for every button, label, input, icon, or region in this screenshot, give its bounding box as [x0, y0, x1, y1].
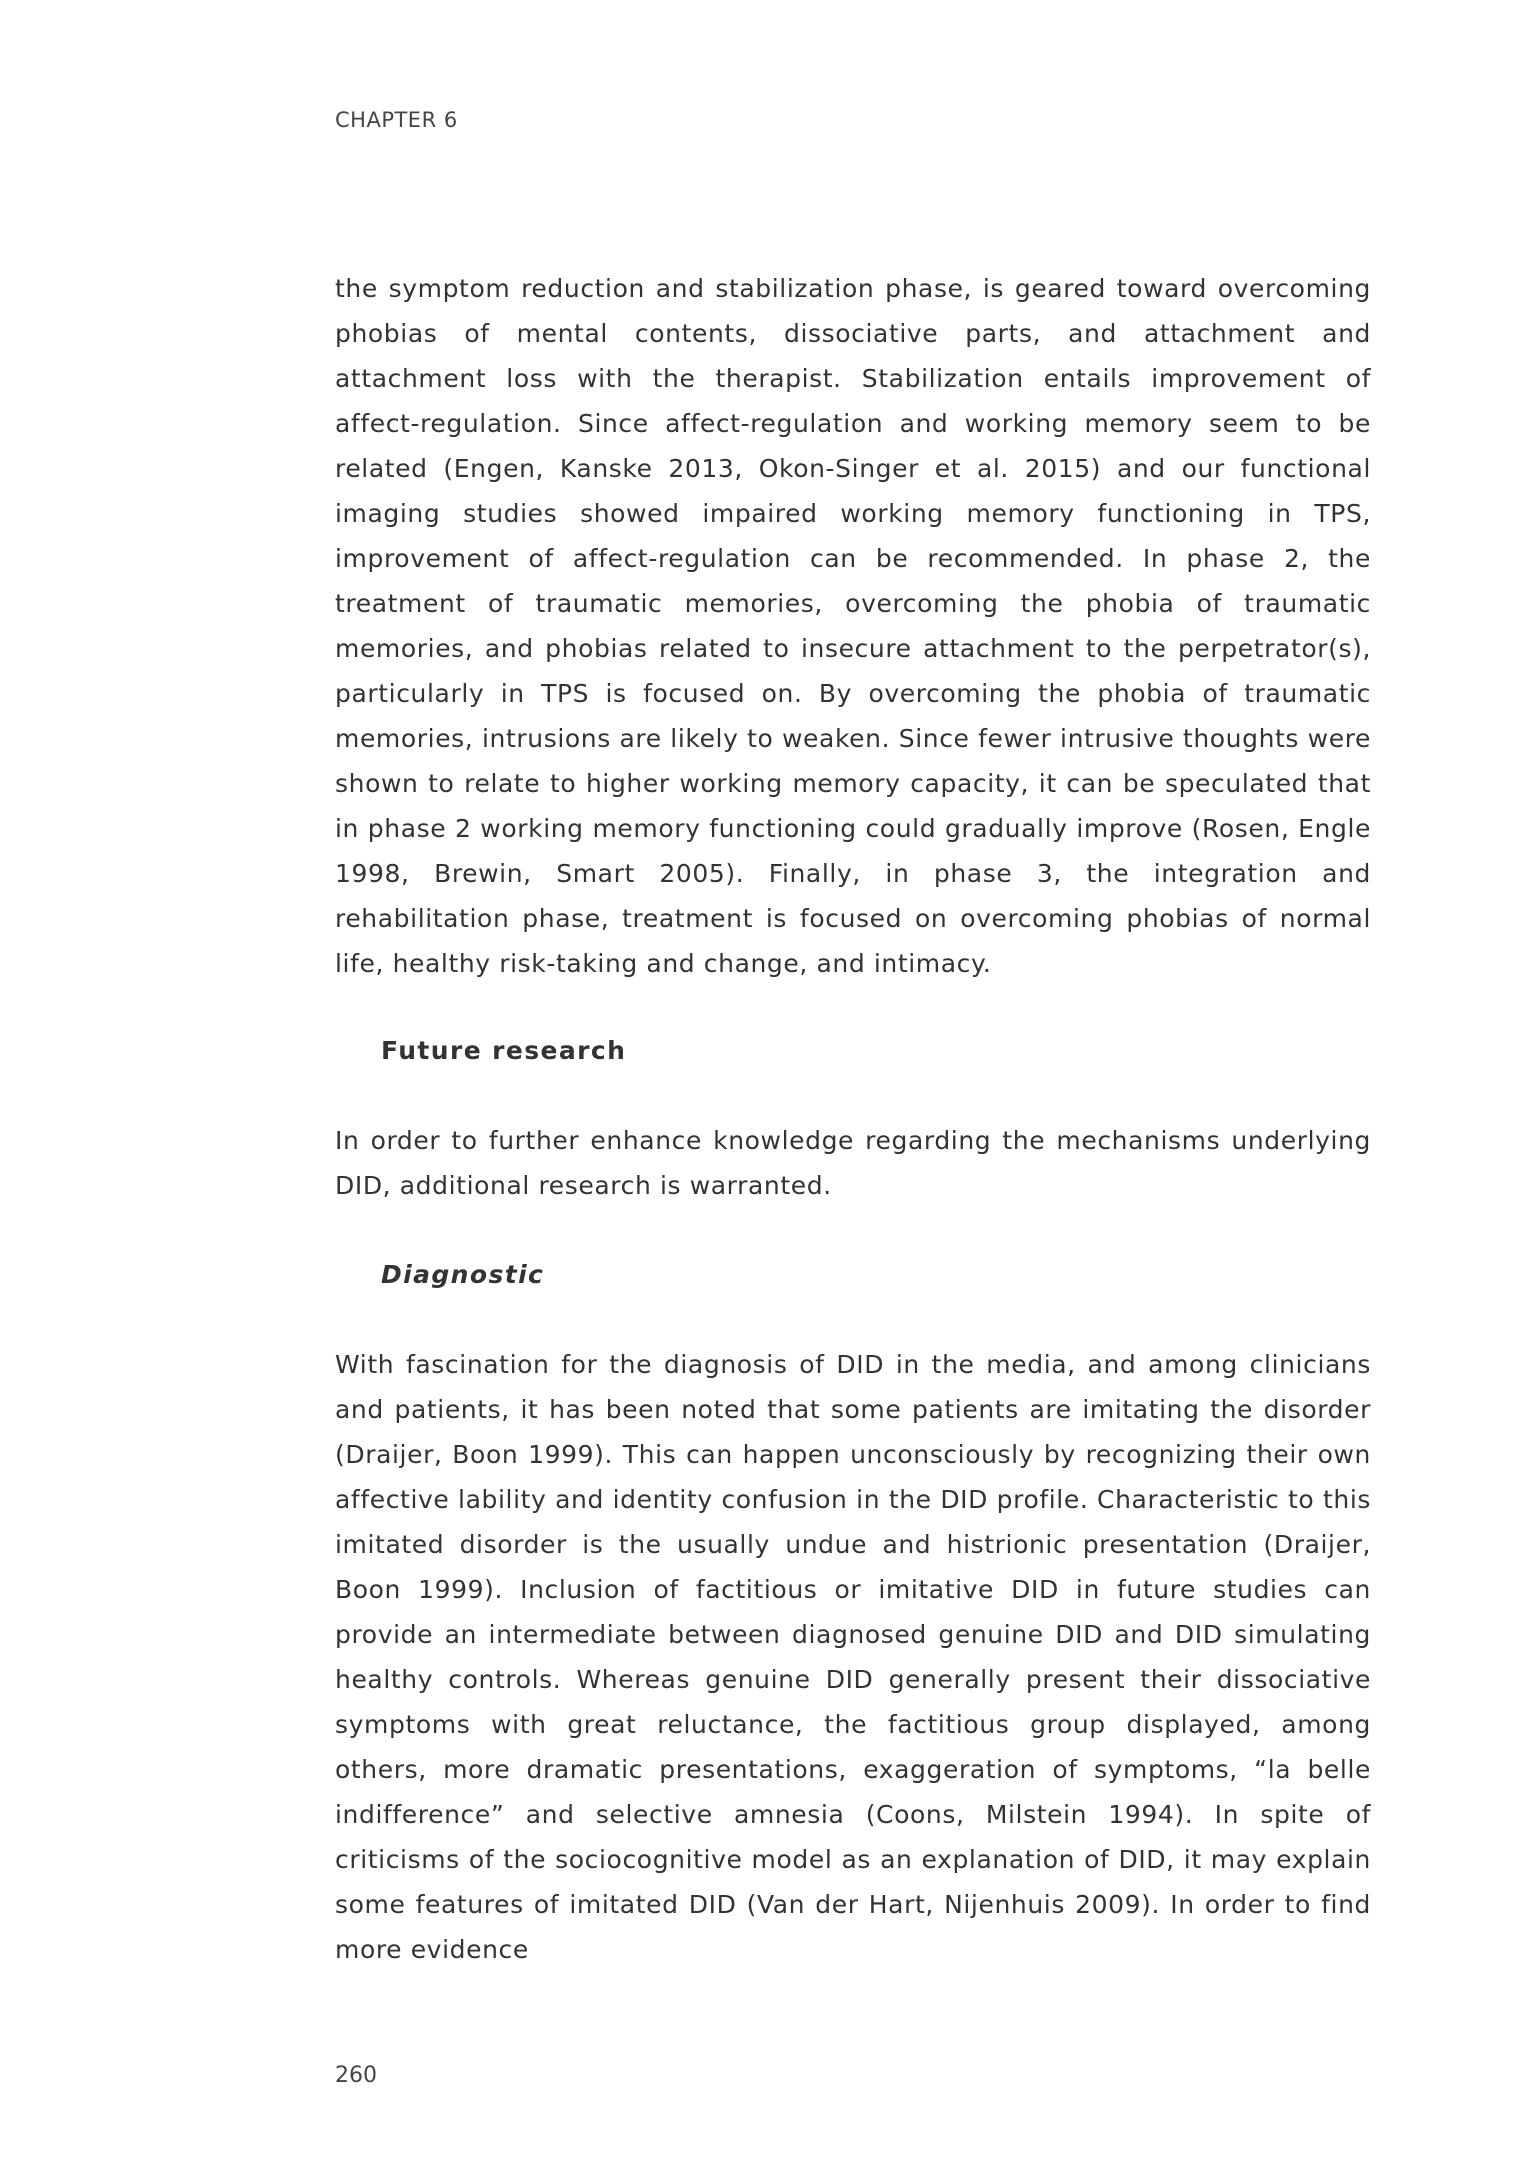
- body-paragraph-treatment-phases: the symptom reduction and stabilization phase, is geared toward overcoming phobias of mental contents, dissociative parts, and attachment and attachment loss with the therapist. Stabilization entails improvement of affect-regulation. Since affect-regulation and working memory seem to be related (Engen, Kanske 2013, Okon-Singer et al. 2015) and our functional imaging studies showed impaired working memory functioning in TPS, improvement of affect-regulation can be recommended. In phase 2, the treatment of traumatic memories, overcoming the phobia of traumatic memories, and phobias related to insecure attachment to the perpetrator(s), particularly in TPS is focused on. By overcoming the phobia of traumatic memories, intrusions are likely to weaken. Since fewer intrusive thoughts were shown to relate to higher working memory capacity, it can be speculated that in phase 2 working memory functioning could gradually improve (Rosen, Engle 1998, Brewin, Smart 2005). Finally, in phase 3, the integration and rehabilitation phase, treatment is focused on overcoming phobias of normal life, healthy risk-taking and change, and intimacy.: [335, 274, 1371, 978]
- subsection-heading-diagnostic: Diagnostic: [381, 1260, 545, 1289]
- page-number: 260: [335, 2063, 377, 2088]
- body-paragraph-future-research-intro: In order to further enhance knowledge regarding the mechanisms underlying DID, additional research is warranted.: [335, 1126, 1371, 1200]
- body-paragraph-diagnostic: With fascination for the diagnosis of DID in the media, and among clinicians and patients, it has been noted that some patients are imitating the disorder (Draijer, Boon 1999). This can happen unconsciously by recognizing their own affective lability and identity confusion in the DID profile. Characteristic to this imitated disorder is the usually undue and histrionic presentation (Draijer, Boon 1999). Inclusion of factitious or imitative DID in future studies can provide an intermediate between diagnosed genuine DID and DID simulating healthy controls. Whereas genuine DID generally present their dissociative symptoms with great reluctance, the factitious group displayed, among others, more dramatic presentations, exaggeration of symptoms, “la belle indifference” and selective amnesia (Coons, Milstein 1994). In spite of criticisms of the sociocognitive model as an explanation of DID, it may explain some features of imitated DID (Van der Hart, Nijenhuis 2009). In order to find more evidence: [335, 1350, 1371, 1964]
- running-head: CHAPTER 6: [335, 108, 458, 132]
- section-heading-future-research: Future research: [381, 1036, 627, 1065]
